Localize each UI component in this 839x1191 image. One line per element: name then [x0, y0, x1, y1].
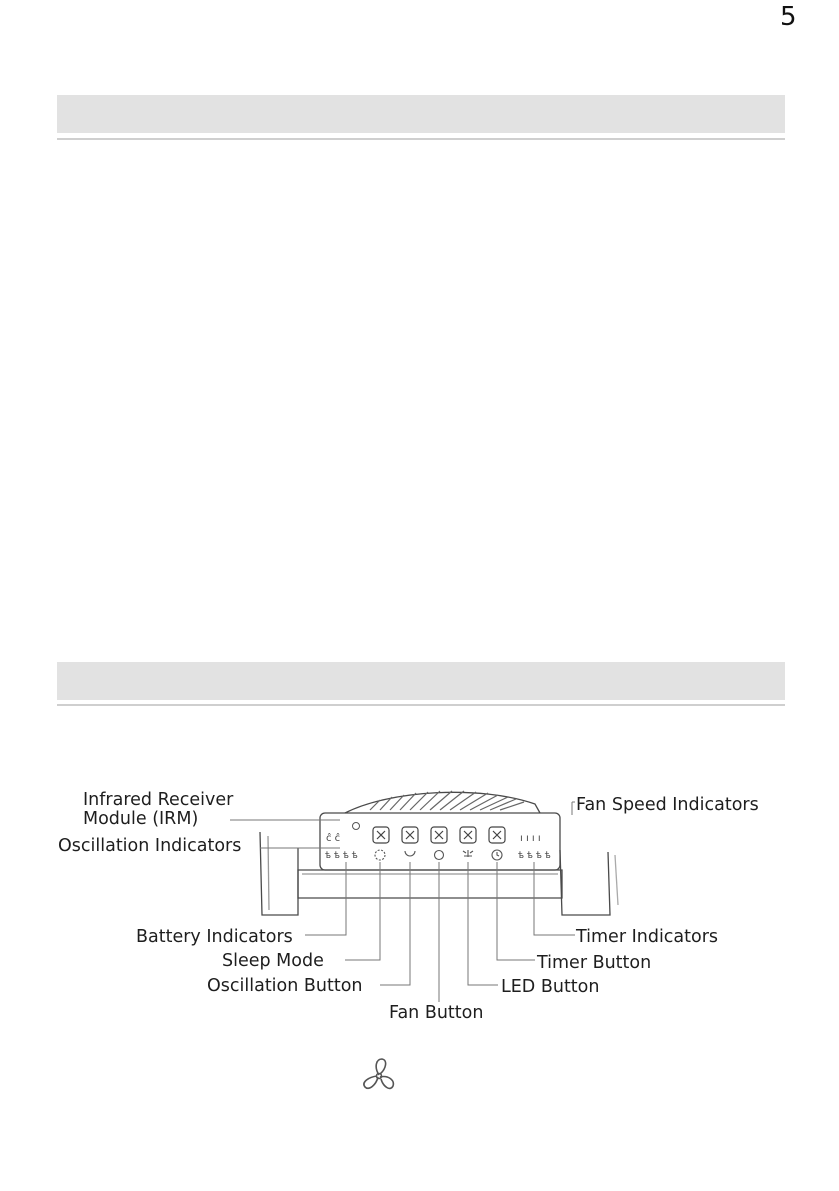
label-timer-button: Timer Button: [537, 953, 652, 973]
label-timer-indicators: Timer Indicators: [576, 927, 719, 947]
section-header-rule-2: [57, 704, 785, 706]
section-header-bar-1: [57, 95, 785, 133]
fan-symbol: [435, 851, 444, 860]
panel-buttons: [373, 827, 505, 843]
control-panel-diagram: [40, 770, 800, 1040]
label-fan-button: Fan Button: [389, 1003, 484, 1023]
label-battery-indicators: Battery Indicators: [136, 927, 293, 947]
grille-hatch: [370, 791, 524, 810]
section-header-rule-1: [57, 138, 785, 140]
sleep-symbol: [405, 851, 415, 856]
label-oscillation-button: Oscillation Button: [207, 976, 363, 996]
label-irm-line2: Module (IRM): [83, 809, 199, 829]
button-symbols: [375, 850, 502, 860]
label-irm-line1: Infrared Receiver: [83, 790, 234, 810]
oscillation-symbol: [375, 850, 385, 860]
page-number: 5: [780, 2, 797, 32]
timer-indicator-icons: ѣ ѣ ѣ ѣ: [518, 851, 551, 861]
oscillation-indicator-icons: ĉ ĉ: [326, 833, 341, 844]
irm-sensor: [353, 823, 360, 830]
battery-indicator-icons: ѣ ѣ ѣ ѣ: [325, 851, 358, 861]
label-sleep-mode: Sleep Mode: [222, 951, 324, 971]
section-header-bar-2: [57, 662, 785, 700]
label-led-button: LED Button: [501, 977, 600, 997]
label-oscillation-indicators: Oscillation Indicators: [58, 836, 242, 856]
fan-speed-indicator-icons: ı ı ı ı: [520, 833, 541, 844]
led-symbol: [463, 850, 473, 857]
label-fan-speed-indicators: Fan Speed Indicators: [576, 795, 759, 815]
fan-icon: [358, 1055, 400, 1097]
